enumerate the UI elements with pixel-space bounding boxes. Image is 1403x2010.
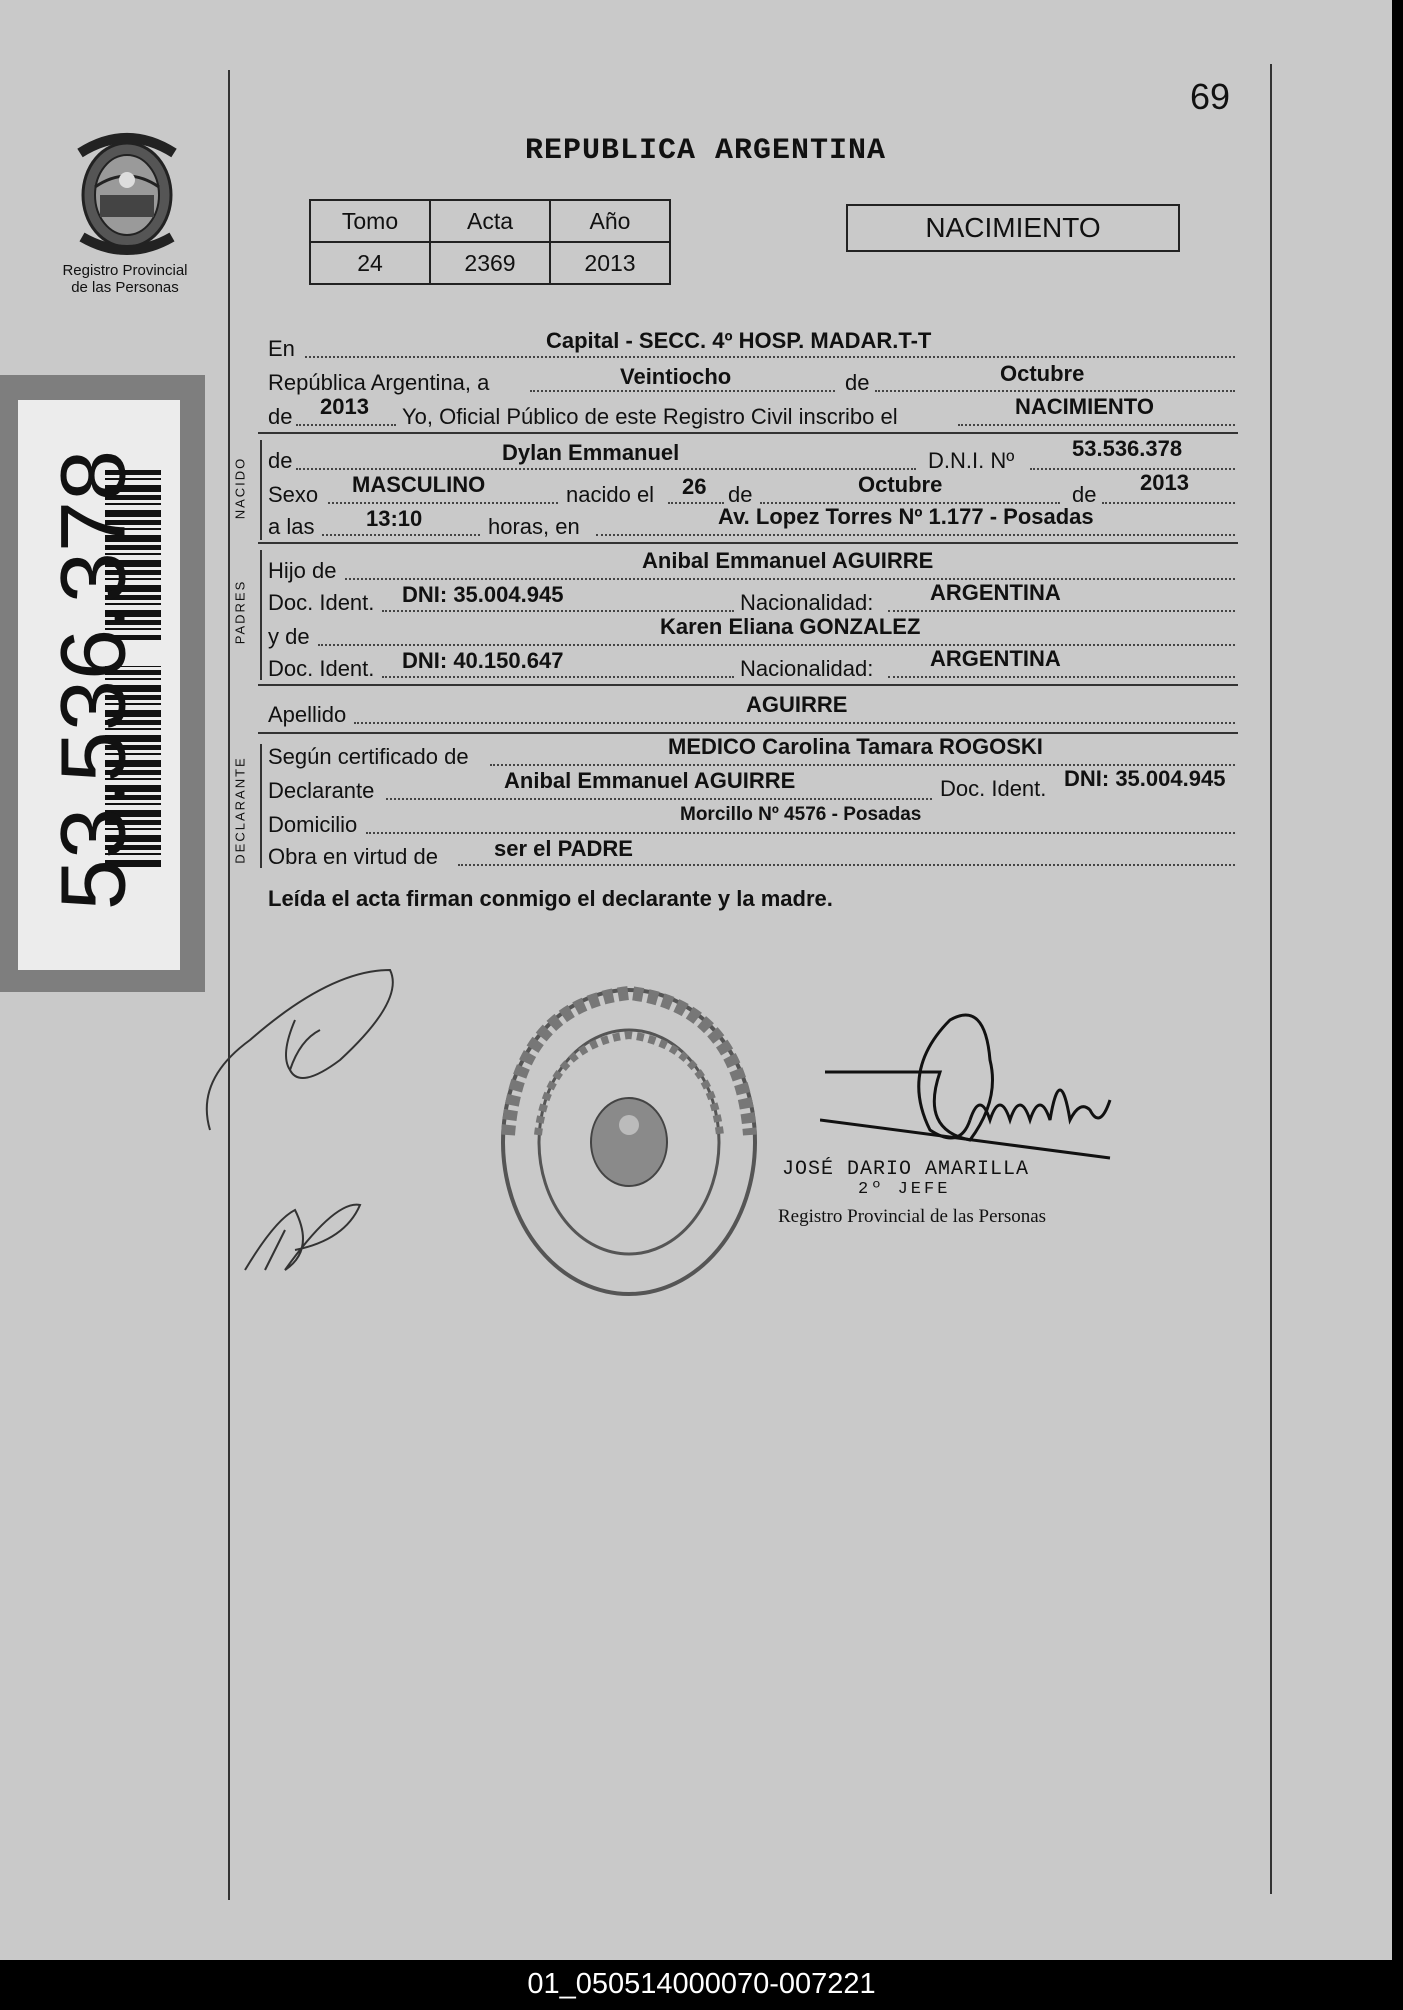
label-a-las: a las [268, 514, 315, 539]
official-office: Registro Provincial de las Personas [778, 1206, 1047, 1227]
value-padre-nac: ARGENTINA [930, 580, 1061, 605]
value-tipo: NACIMIENTO [1015, 394, 1154, 419]
misiones-coat-of-arms-icon [70, 125, 185, 260]
page-number: 69 [1190, 76, 1231, 117]
label-de-2: de [268, 404, 293, 429]
value-padre: Anibal Emmanuel AGUIRRE [642, 548, 934, 573]
declarant-signature-icon [190, 960, 410, 1140]
dots-anio-nac [1102, 502, 1235, 504]
registry-table [309, 199, 671, 285]
label-hijo-de: Hijo de [268, 558, 337, 583]
value-domicilio: Morcillo Nº 4576 - Posadas [680, 804, 922, 825]
label-yo-oficial: Yo, Oficial Público de este Registro Civil inscribo el [402, 404, 898, 429]
value-lugar: Capital - SECC. 4º HOSP. MADAR.T-T [546, 328, 932, 353]
value-madre-dni: DNI: 40.150.647 [402, 648, 564, 673]
label-obra: Obra en virtud de [268, 844, 438, 869]
declarante-bar [260, 744, 262, 868]
label-doc-padre: Doc. Ident. [268, 590, 375, 615]
right-frame-line [1270, 64, 1272, 1894]
acta-value: 2369 [430, 242, 550, 284]
logo-caption-line-1: Registro Provincial [62, 262, 188, 279]
dots-dni [1030, 468, 1235, 470]
dots-mes [875, 390, 1235, 392]
nacido-bar [260, 440, 262, 540]
label-doc-declarante: Doc. Ident. [940, 776, 1047, 801]
dots-hora [322, 534, 480, 536]
dots-anio [296, 424, 396, 426]
official-role: 2º JEFE [858, 1180, 951, 1199]
value-apellido: AGUIRRE [746, 692, 848, 717]
value-sexo: MASCULINO [352, 472, 486, 497]
dots-madre [318, 644, 1235, 646]
value-madre-nac: ARGENTINA [930, 646, 1061, 671]
anio-header: Año [550, 200, 670, 242]
value-declarante-dni: DNI: 35.004.945 [1064, 766, 1226, 791]
value-anio: 2013 [320, 394, 369, 419]
section-padres: PADRES [232, 579, 248, 645]
value-padre-dni: DNI: 35.004.945 [402, 582, 564, 607]
value-anio-nac: 2013 [1140, 470, 1189, 495]
dots-padre-nac [888, 610, 1235, 612]
tomo-value: 24 [310, 242, 430, 284]
dots-dia [530, 390, 835, 392]
value-certificado: MEDICO Carolina Tamara ROGOSKI [668, 734, 1043, 759]
label-segun: Según certificado de [268, 744, 469, 769]
label-de-1: de [845, 370, 870, 395]
value-madre: Karen Eliana GONZALEZ [660, 614, 921, 639]
separator-3 [258, 684, 1238, 686]
value-nombre: Dylan Emmanuel [502, 440, 680, 465]
dots-declarante [386, 798, 932, 800]
official-signature-icon [820, 980, 1120, 1170]
barcode-number: 53.536.378 [42, 449, 145, 911]
label-declarante: Declarante [268, 778, 375, 803]
dots-lugar-nac [596, 534, 1235, 536]
dots-tipo [958, 424, 1235, 426]
dots-nombre [296, 468, 916, 470]
dots-domicilio [366, 832, 1235, 834]
label-doc-madre: Doc. Ident. [268, 656, 375, 681]
logo-caption-line-2: de las Personas [71, 279, 179, 296]
official-name: JOSÉ DARIO AMARILLA [782, 1158, 1030, 1181]
label-nac-madre: Nacionalidad: [740, 656, 874, 681]
document-code: 01_050514000070-007221 [527, 1968, 876, 2000]
section-nacido: NACIDO [232, 456, 248, 520]
label-de-anio-nac: de [1072, 482, 1097, 507]
value-declarante: Anibal Emmanuel AGUIRRE [504, 768, 796, 793]
acta-header: Acta [430, 200, 550, 242]
section-declarante: DECLARANTE [232, 756, 248, 864]
label-apellido: Apellido [268, 702, 347, 727]
label-domicilio: Domicilio [268, 812, 358, 837]
value-lugar-nac: Av. Lopez Torres Nº 1.177 - Posadas [718, 504, 1094, 529]
value-dni: 53.536.378 [1072, 436, 1183, 461]
dots-padre [345, 578, 1235, 580]
anio-value: 2013 [550, 242, 670, 284]
dots-dia-nac [668, 502, 724, 504]
label-horas-en: horas, en [488, 514, 580, 539]
value-dia-nac: 26 [682, 474, 707, 499]
value-obra: ser el PADRE [494, 836, 633, 861]
dots-padre-dni [382, 610, 734, 612]
value-dia-letras: Veintiocho [620, 364, 732, 389]
padres-bar [260, 550, 262, 680]
label-nac-padre: Nacionalidad: [740, 590, 874, 615]
dots-obra [458, 864, 1235, 866]
value-mes: Octubre [1000, 361, 1085, 386]
label-de-nombre: de [268, 448, 293, 473]
value-hora: 13:10 [366, 506, 423, 531]
label-y-de: y de [268, 624, 310, 649]
dots-apellido [354, 722, 1235, 724]
record-type-box: NACIMIENTO [846, 204, 1180, 252]
tomo-header: Tomo [310, 200, 430, 242]
value-mes-nac: Octubre [858, 472, 943, 497]
dots-lugar [305, 356, 1235, 358]
dots-sexo [328, 502, 558, 504]
label-de-mes-nac: de [728, 482, 753, 507]
label-dni: D.N.I. Nº [928, 448, 1015, 473]
logo-caption [45, 262, 205, 296]
official-seal-icon [498, 985, 760, 1300]
label-sexo: Sexo [268, 482, 319, 507]
separator-2 [258, 542, 1238, 544]
label-nacido-el: nacido el [566, 482, 655, 507]
dots-madre-dni [382, 676, 734, 678]
document-title: REPUBLICA ARGENTINA [525, 134, 887, 168]
closing-statement: Leída el acta firman conmigo el declarante y la madre. [268, 886, 833, 911]
label-en: En [268, 336, 295, 361]
dots-madre-nac [888, 676, 1235, 678]
label-republica: República Argentina, a [268, 370, 490, 395]
mother-signature-icon [235, 1190, 365, 1280]
separator-1 [258, 432, 1238, 434]
